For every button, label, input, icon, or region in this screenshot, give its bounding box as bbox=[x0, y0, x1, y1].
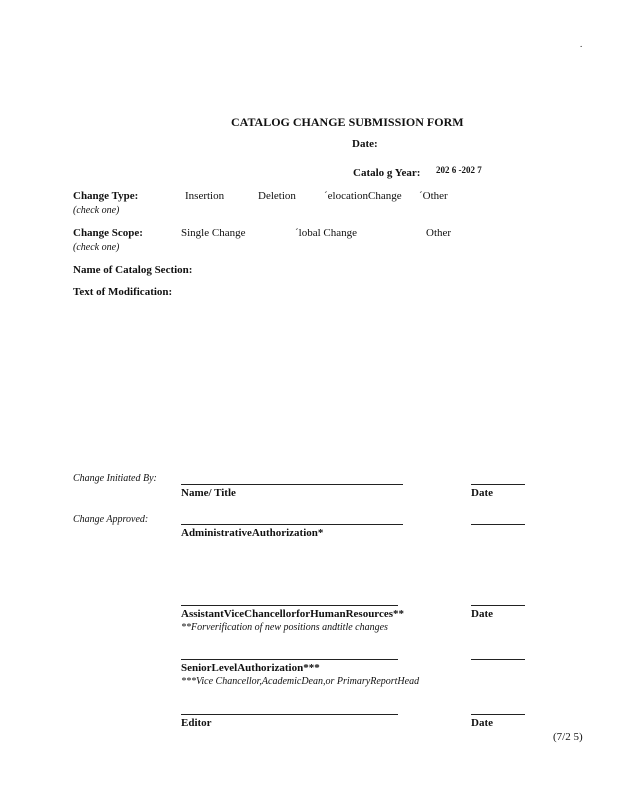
senior-date-line[interactable] bbox=[471, 659, 525, 660]
admin-signature-line[interactable] bbox=[181, 524, 403, 525]
change-type-hint: (check one) bbox=[73, 205, 120, 216]
change-type-deletion[interactable]: Deletion bbox=[258, 190, 296, 202]
catalog-section-label: Name of Catalog Section: bbox=[73, 264, 193, 276]
change-type-other[interactable]: ´Other bbox=[419, 190, 448, 202]
avc-hr-note: **Forverification of new positions andtitle changes bbox=[181, 622, 388, 633]
change-type-relocation[interactable]: ´elocationChange bbox=[324, 190, 402, 202]
initiated-label: Change Initiated By: bbox=[73, 473, 157, 484]
editor-signature-line[interactable] bbox=[181, 714, 398, 715]
initiated-date-line[interactable] bbox=[471, 484, 525, 485]
change-scope-label: Change Scope: bbox=[73, 227, 143, 239]
editor-label: Editor bbox=[181, 717, 212, 729]
change-scope-hint: (check one) bbox=[73, 242, 120, 253]
senior-note: ***Vice Chancellor,AcademicDean,or PrimaryReportHead bbox=[181, 676, 420, 687]
modification-label: Text of Modification: bbox=[73, 286, 173, 298]
initiated-signature-line[interactable] bbox=[181, 484, 403, 485]
change-scope-global[interactable]: ´lobal Change bbox=[295, 227, 358, 239]
editor-date-label: Date bbox=[471, 717, 493, 729]
avc-hr-signature-line[interactable] bbox=[181, 605, 398, 606]
catalog-year-label: Catalo g Year: bbox=[353, 167, 421, 179]
change-scope-single[interactable]: Single Change bbox=[181, 227, 246, 239]
date-label: Date: bbox=[352, 138, 378, 150]
senior-auth-label: SeniorLevelAuthorization*** bbox=[181, 662, 320, 674]
change-type-label: Change Type: bbox=[73, 190, 139, 202]
avc-hr-date-line[interactable] bbox=[471, 605, 525, 606]
form-title: CATALOG CHANGE SUBMISSION FORM bbox=[231, 115, 464, 129]
name-title-label: Name/ Title bbox=[181, 487, 236, 499]
admin-date-line[interactable] bbox=[471, 524, 525, 525]
avc-hr-date-label: Date bbox=[471, 608, 493, 620]
approved-label: Change Approved: bbox=[73, 514, 149, 525]
change-type-insertion[interactable]: Insertion bbox=[185, 190, 225, 202]
admin-auth-label: AdministrativeAuthorization* bbox=[181, 527, 324, 539]
editor-date-line[interactable] bbox=[471, 714, 525, 715]
initiated-date-label: Date bbox=[471, 487, 493, 499]
avc-hr-label: AssistantViceChancellorforHumanResources** bbox=[181, 608, 405, 620]
corner-mark: . bbox=[580, 39, 583, 49]
senior-signature-line[interactable] bbox=[181, 659, 398, 660]
revision-label: (7/2 5) bbox=[553, 731, 583, 743]
catalog-year-value: 202 6 -202 7 bbox=[436, 165, 482, 175]
change-scope-other[interactable]: Other bbox=[426, 227, 452, 239]
